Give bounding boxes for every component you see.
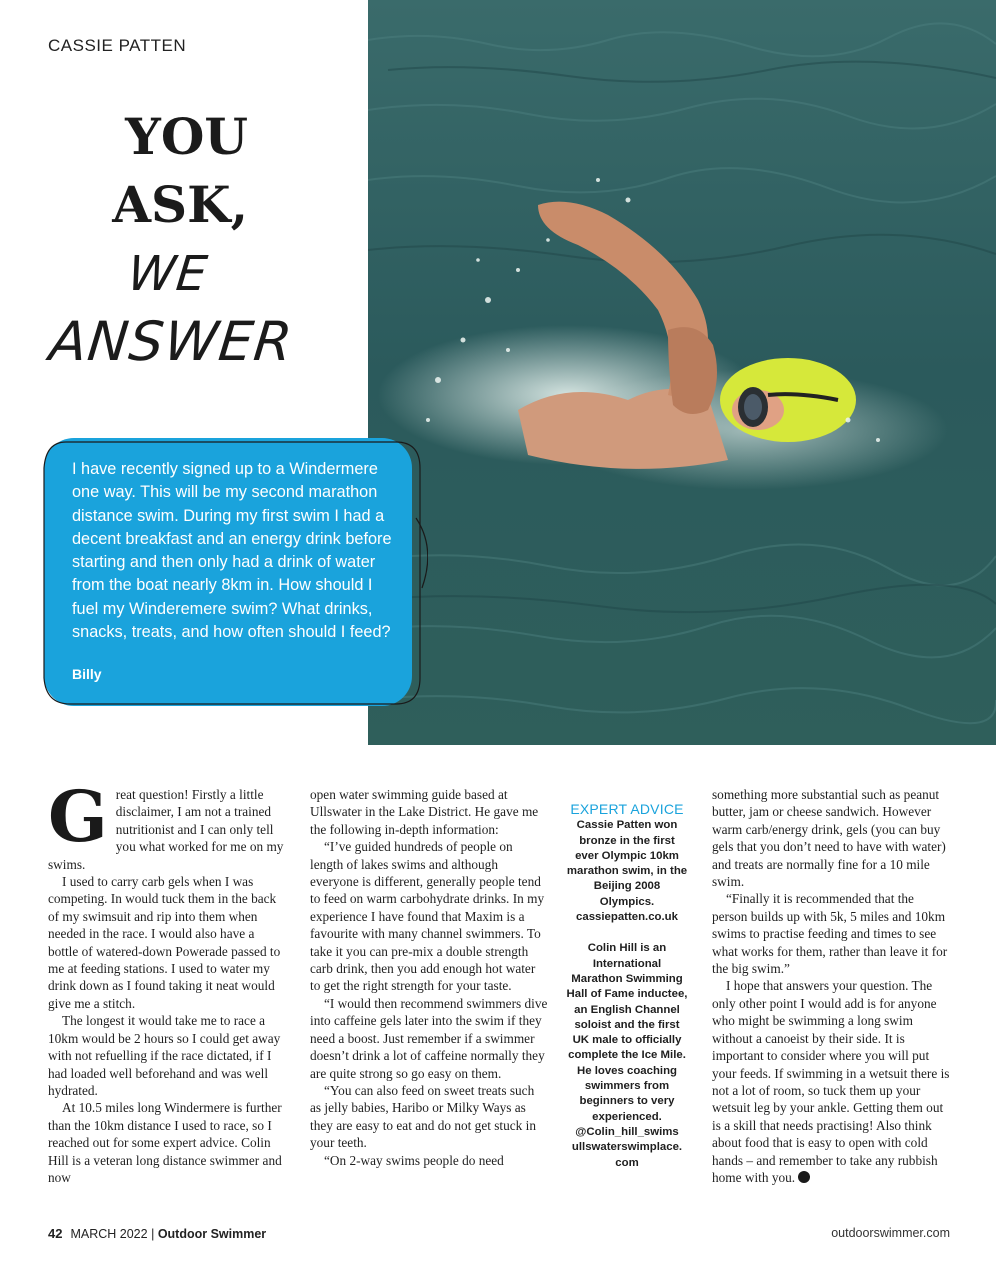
paragraph: “You can also feed on sweet treats such as jelly babies, Haribo or Milky Ways as they are easy to eat and do not get stuck in your teeth. <box>310 1082 536 1151</box>
headline-you: YOU <box>125 107 248 166</box>
website-url: outdoorswimmer.com <box>831 1226 950 1240</box>
article-column-4 <box>712 786 950 1186</box>
headline-ask: ASK, <box>112 175 248 234</box>
paragraph: reat question! Firstly a little disclaimer, I am not a trained nutritionist and I can only tell you what worked for me on my swims. <box>48 787 284 872</box>
headline-answer: ANSWER <box>46 310 296 373</box>
drop-cap: G <box>48 775 108 858</box>
paragraph: open water swimming guide based at Ullswater in the Lake District. He gave me the following in-depth information: <box>310 787 539 837</box>
sidebar-title: EXPERT ADVICE <box>570 801 684 817</box>
footer-separator: | <box>151 1227 155 1241</box>
paragraph: “Finally it is recommended that the person builds up with 5k, 5 miles and 10km swims to practise feeding and times to see what works for them, rather than leave it for the big swim.” <box>712 891 948 977</box>
sidebar-bio-cassie: Cassie Patten won bronze in the first ever Olympic 10km marathon swim, in the Beijing 2008 Olympics. cassiepatten.co.uk <box>566 819 688 924</box>
paragraph: I used to carry carb gels when I was competing. In would tuck them in the back of my swimsuit and rip into them when needed in the race. I would also have a bottle of watered-down Powerade passed to me at feeding stations. I used to water my drink down as I found taking it neat would give me a stitch. <box>48 874 281 1011</box>
paragraph: “On 2-way swims people do need <box>324 1152 504 1168</box>
end-mark-icon <box>798 1171 810 1183</box>
sidebar-bio-colin: Colin Hill is an International Marathon Swimming Hall of Fame inductee, an English Channel soloist and the first UK male to officially complete the Ice Mile. He loves coaching swimmers from beginners to very experienced. @Colin_hill_swims ullswaterswimplace. com <box>566 942 688 1169</box>
headline-we: WE <box>125 246 211 302</box>
page-number: 42 <box>48 1226 63 1241</box>
swimmer-photo <box>368 0 996 745</box>
paragraph: I hope that answers your question. The only other point I would add is for anyone who might be swimming a long swim without a canoeist by their side. It is important to consider where you will put your feeds. If swimming in a wetsuit there is not a lot of room, so tuck them up your wetsuit leg by your ankle. Getting them out is a skill that needs practising! Also think about food that is easy to open with cold hands – and remember to take any rubbish home with you. <box>712 978 950 1185</box>
paragraph: “I’ve guided hundreds of people on length of lakes swims and although everyone is different, generally people tend to feed on warm carbohydrate drinks. In my experience I have found that Maxim is a favourite with many channel swimmers. To take it you can pre-mix a double strength carb drink, then you add enough hot water to get the right strength for your taste. <box>310 839 545 994</box>
issue-date: MARCH 2022 <box>70 1227 148 1241</box>
reader-question: I have recently signed up to a Windermere one way. This will be my second marathon distance swim. During my first swim I had a decent breakfast and an energy drink before starting and then only had a drink of water from the boat nearly 8km in. How should I fuel my Winderemere swim? What drinks, snacks, treats, and how often should I feed? <box>72 460 392 642</box>
question-signature: Billy <box>72 666 102 682</box>
magazine-name: Outdoor Swimmer <box>157 1227 267 1241</box>
expert-advice-sidebar <box>566 802 688 1171</box>
footer-left <box>48 1226 266 1241</box>
paragraph: The longest it would take me to race a 10km would be 2 hours so I could get away with not refuelling if the race dictated, if I had loaded well beforehand and was well hydrated. <box>48 1013 281 1098</box>
article-column-2 <box>310 786 548 1169</box>
article-column-1 <box>48 775 286 1186</box>
paragraph: At 10.5 miles long Windermere is further than the 10km distance I used to race, so I reached out for some expert advice. Colin Hill is a veteran long distance swimmer and now <box>48 1100 282 1185</box>
paragraph: something more substantial such as peanut butter, jam or cheese sandwich. However warm carb/energy drink, gels (you can buy gels that you don’t need to have with water) and treats are normally fine for a 10 mile swim. <box>712 787 946 890</box>
author-name: CASSIE PATTEN <box>48 36 187 55</box>
swimmer-illustration <box>368 0 996 745</box>
paragraph: “I would then recommend swimmers dive into caffeine gels later into the swim if they need a boost. Just remember if a swimmer doesn’t drink a lot of caffeine normally they are quite strong so go easy on them. <box>310 995 548 1081</box>
